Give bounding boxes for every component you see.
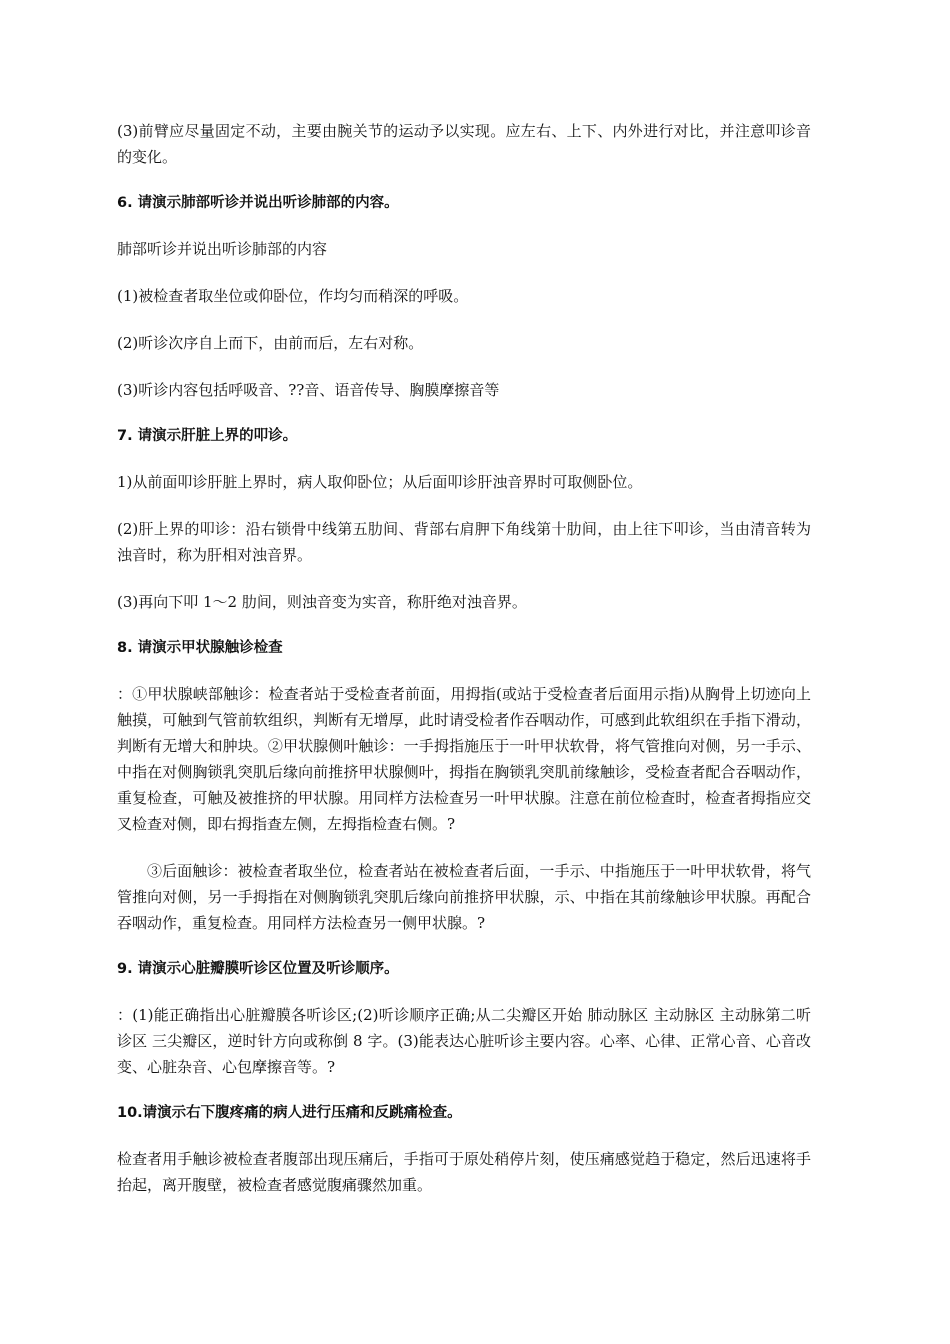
question-7-heading: 7. 请演示肝脏上界的叩诊。	[117, 428, 298, 444]
liver-percussion-step-3: (3)再向下叩 1～2 肋间，则浊音变为实音，称肝绝对浊音界。	[117, 593, 527, 611]
lung-auscultation-step-2: (2)听诊次序自上而下，由前而后，左右对称。	[117, 334, 424, 352]
thyroid-palpation-front: ：①甲状腺峡部触诊：检查者站于受检查者前面，用拇指(或站于受检查者后面用示指)从胸骨上切迹向上触摸，可触到气管前软组织，判断有无增厚，此时请受检者作吞咽动作，可感到此软组织在手指下滑动，判断有无增大和肿块。②甲状腺侧叶触诊：一手拇指施压于一叶甲状软骨，将气管推向对侧，另一手示、中指在对侧胸锁乳突肌后缘向前推挤甲状腺侧叶，拇指在胸锁乳突肌前缘触诊，受检查者配合吞咽动作，重复检查，可触及被推挤的甲状腺。用同样方法检查另一叶甲状腺。注意在前位检查时，检查者拇指应交叉检查对侧，即右拇指查左侧，左拇指检查右侧。?	[117, 685, 811, 833]
lung-auscultation-step-1: (1)被检查者取坐位或仰卧位，作均匀而稍深的呼吸。	[117, 287, 469, 305]
rebound-tenderness-exam: 检查者用手触诊被检查者腹部出现压痛后，手指可于原处稍停片刻，使压痛感觉趋于稳定，然后迅速将手抬起，离开腹壁，被检查者感觉腹痛骤然加重。	[117, 1150, 811, 1194]
question-8-heading: 8. 请演示甲状腺触诊检查	[117, 640, 283, 656]
question-9-heading: 9. 请演示心脏瓣膜听诊区位置及听诊顺序。	[117, 961, 399, 977]
question-10-heading: 10.请演示右下腹疼痛的病人进行压痛和反跳痛检查。	[117, 1105, 462, 1121]
thyroid-palpation-back: ③后面触诊：被检查者取坐位，检查者站在被检查者后面，一手示、中指施压于一叶甲状软骨，将气管推向对侧，另一手拇指在对侧胸锁乳突肌后缘向前推挤甲状腺，示、中指在其前缘触诊甲状腺。再配合吞咽动作，重复检查。用同样方法检查另一侧甲状腺。?	[117, 862, 811, 932]
liver-percussion-step-1: 1)从前面叩诊肝脏上界时，病人取仰卧位；从后面叩诊肝浊音界时可取侧卧位。	[117, 473, 643, 491]
liver-percussion-step-2: (2)肝上界的叩诊：沿右锁骨中线第五肋间、背部右肩胛下角线第十肋间，由上往下叩诊，当由清音转为浊音时，称为肝相对浊音界。	[117, 520, 811, 564]
document-page	[117, 118, 811, 1219]
lung-auscultation-step-3: (3)听诊内容包括呼吸音、??音、语音传导、胸膜摩擦音等	[117, 381, 500, 399]
question-6-heading: 6. 请演示肺部听诊并说出听诊肺部的内容。	[117, 195, 399, 211]
lung-auscultation-intro: 肺部听诊并说出听诊肺部的内容	[117, 240, 328, 258]
heart-valve-auscultation: ：(1)能正确指出心脏瓣膜各听诊区;(2)听诊顺序正确;从二尖瓣区开始 肺动脉区 主动脉区 主动脉第二听诊区 三尖瓣区，逆时针方向或称倒 8 字。(3)能表达心脏听诊主要内容。心率、心律、正常心音、心音改变、心脏杂音、心包摩擦音等。?	[117, 1006, 811, 1076]
percussion-note-paragraph: (3)前臂应尽量固定不动，主要由腕关节的运动予以实现。应左右、上下、内外进行对比，并注意叩诊音的变化。	[117, 122, 811, 166]
